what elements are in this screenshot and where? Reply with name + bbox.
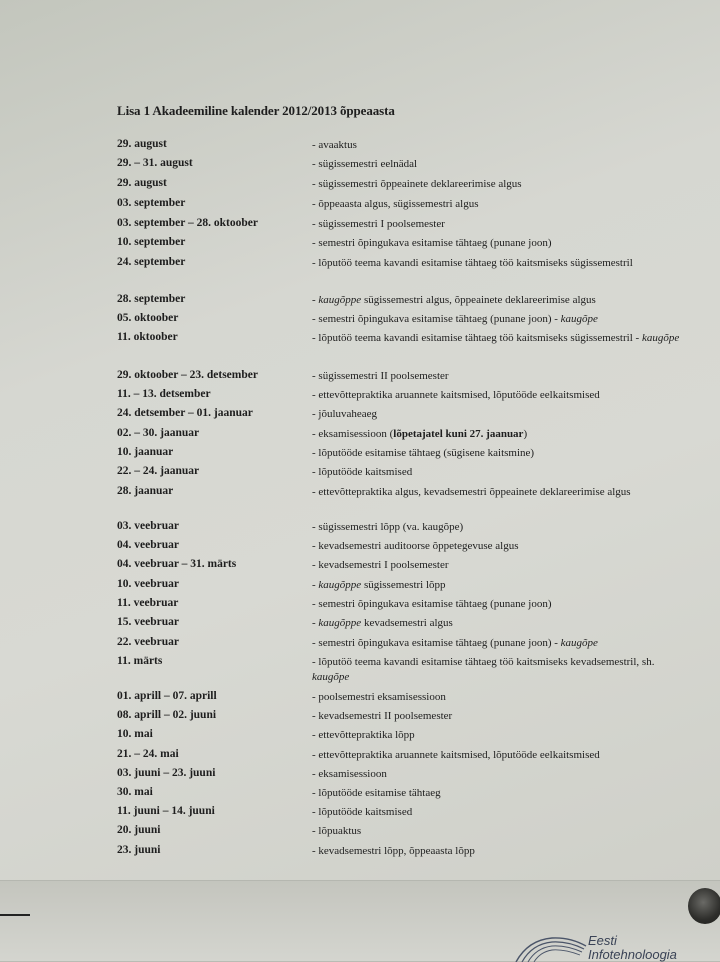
event-text: - semestri õpingukava esitamise tähtaeg (punane joon) - xyxy=(312,637,561,649)
row-date: 28. september xyxy=(117,293,186,305)
event-text: sügissemestri algus, õppeainete deklareerimise algus xyxy=(361,294,596,306)
event-text: - semestri õpingukava esitamise tähtaeg (punane joon) xyxy=(312,237,552,249)
row-event xyxy=(312,177,687,192)
event-text: - lõputöö teema kavandi esitamise tähtaeg töö kaitsmiseks kevadsemestril, sh. xyxy=(312,656,655,668)
row-event xyxy=(312,767,687,782)
event-italic-tail: kaugõpe xyxy=(560,637,598,649)
row-date: 28. jaanuar xyxy=(117,485,174,497)
row-event xyxy=(312,844,687,859)
event-text: - õppeaasta algus, sügissemestri algus xyxy=(312,198,479,210)
row-date: 29. oktoober – 23. detsember xyxy=(117,369,258,381)
event-after: ) xyxy=(523,428,528,440)
row-date: 22. – 24. jaanuar xyxy=(117,465,200,477)
row-date: 04. veebruar – 31. märts xyxy=(117,558,237,570)
event-text: - lõputööde esitamise tähtaeg xyxy=(312,787,441,799)
row-event xyxy=(312,578,687,593)
row-date: 11. juuni – 14. juuni xyxy=(117,805,215,817)
row-date: 10. september xyxy=(117,236,186,248)
row-date: 22. veebruar xyxy=(117,636,179,648)
row-date: 11. veebruar xyxy=(117,597,179,609)
event-text: - ettevõttepraktika aruannete kaitsmised, lõputööde eelkaitsmised xyxy=(312,749,600,761)
row-event xyxy=(312,465,687,480)
row-event xyxy=(312,485,687,500)
event-text: - sügissemestri II poolsemester xyxy=(312,370,449,382)
row-date: 05. oktoober xyxy=(117,312,179,324)
event-text: - kevadsemestri auditoorse õppetegevuse algus xyxy=(312,540,519,552)
row-event xyxy=(312,636,687,651)
row-event xyxy=(312,728,687,743)
row-date: 29. august xyxy=(117,177,167,189)
row-event xyxy=(312,805,687,820)
event-text: - avaaktus xyxy=(312,139,357,151)
event-text: - sügissemestri lõpp (va. kaugõpe) xyxy=(312,521,464,533)
event-bold: lõpetajatel kuni 27. jaanuar xyxy=(393,428,524,440)
event-text: - kevadsemestri lõpp, õppeaasta lõpp xyxy=(312,845,475,857)
row-date: 03. veebruar xyxy=(117,520,179,532)
row-date: 29. august xyxy=(117,138,167,150)
event-text: - lõputöö teema kavandi esitamise tähtaeg töö kaitsmiseks sügissemestril xyxy=(312,257,633,269)
event-text: - kevadsemestri II poolsemester xyxy=(312,710,453,722)
row-date: 21. – 24. mai xyxy=(117,748,179,760)
event-text: - semestri õpingukava esitamise tähtaeg (punane joon) xyxy=(312,598,552,610)
row-date: 03. september xyxy=(117,197,186,209)
row-event xyxy=(312,312,687,327)
event-text: - ettevõttepraktika lõpp xyxy=(312,729,415,741)
row-event xyxy=(312,709,687,724)
row-event xyxy=(312,138,687,153)
event-text: - sügissemestri I poolsemester xyxy=(312,218,445,230)
event-italic-tail: kaugõpe xyxy=(312,671,350,683)
event-italic-tail: kaugõpe xyxy=(641,332,680,344)
event-text: - eksamisessioon ( xyxy=(312,428,394,440)
event-text: - kevadsemestri I poolsemester xyxy=(312,559,449,571)
row-event xyxy=(312,520,687,535)
event-text: kevadsemestri algus xyxy=(361,617,453,629)
row-event xyxy=(312,539,687,554)
document-title: Lisa 1 Akadeemiline kalender 2012/2013 õppeaasta xyxy=(117,103,395,118)
row-event xyxy=(312,824,687,839)
event-text: - ettevõttepraktika algus, kevadsemestri õppeainete deklareerimise algus xyxy=(312,486,631,498)
row-date: 30. mai xyxy=(117,786,153,798)
event-text: - poolsemestri eksamisessioon xyxy=(312,691,446,703)
row-event xyxy=(312,558,687,573)
row-date: 01. aprill – 07. aprill xyxy=(117,690,217,702)
event-text: - lõputööde kaitsmised xyxy=(312,806,413,818)
row-event xyxy=(312,427,687,442)
event-text: - lõputööde kaitsmised xyxy=(312,466,413,478)
event-text: sügissemestri lõpp xyxy=(361,579,446,591)
event-text: - sügissemestri õppeainete deklareerimise algus xyxy=(312,178,522,190)
event-text: - lõputöö teema kavandi esitamise tähtaeg töö kaitsmiseks sügissemestril - xyxy=(312,332,642,344)
row-event xyxy=(312,217,687,232)
row-date: 11. – 13. detsember xyxy=(117,388,211,400)
row-event xyxy=(312,293,687,308)
row-date: 03. juuni – 23. juuni xyxy=(117,767,216,779)
row-event xyxy=(312,197,687,212)
row-date: 02. – 30. jaanuar xyxy=(117,427,200,439)
row-date: 11. märts xyxy=(117,655,163,667)
row-date: 03. september – 28. oktoober xyxy=(117,217,258,229)
row-date: 15. veebruar xyxy=(117,616,179,628)
event-text: - eksamisessioon xyxy=(312,768,387,780)
row-date: 10. jaanuar xyxy=(117,446,174,458)
logo-line1: Eesti xyxy=(588,933,617,948)
row-event xyxy=(312,157,687,172)
pin-knob xyxy=(688,888,720,924)
row-date: 23. juuni xyxy=(117,844,161,856)
event-text: - sügissemestri eelnädal xyxy=(312,158,418,170)
row-event xyxy=(312,786,687,801)
event-text: - lõputööde esitamise tähtaeg (sügisene kaitsmine) xyxy=(312,447,535,459)
logo-line2: Infotehnoloogia xyxy=(588,947,677,962)
row-event xyxy=(312,256,687,271)
row-date: 20. juuni xyxy=(117,824,161,836)
row-event xyxy=(312,446,687,461)
row-date: 08. aprill – 02. juuni xyxy=(117,709,217,721)
event-text: - ettevõttepraktika aruannete kaitsmised, lõputööde eelkaitsmised xyxy=(312,389,600,401)
row-event xyxy=(312,748,687,763)
event-text: - jõuluvaheaeg xyxy=(312,408,378,420)
row-event xyxy=(312,690,687,705)
row-date: 11. oktoober xyxy=(117,331,178,343)
row-event xyxy=(312,331,687,346)
row-date: 10. mai xyxy=(117,728,153,740)
row-event xyxy=(312,407,687,422)
row-event xyxy=(312,597,687,612)
event-italic-prefix: - kaugõppe xyxy=(312,579,362,591)
row-date: 24. detsember – 01. jaanuar xyxy=(117,407,253,419)
row-date: 24. september xyxy=(117,256,186,268)
row-event xyxy=(312,616,687,631)
event-italic-prefix: - kaugõppe xyxy=(312,294,362,306)
row-date: 10. veebruar xyxy=(117,578,179,590)
row-event xyxy=(312,655,687,685)
row-event xyxy=(312,388,687,403)
row-event xyxy=(312,236,687,251)
row-date: 29. – 31. august xyxy=(117,157,193,169)
logo-swoosh-icon xyxy=(508,932,588,962)
event-italic-prefix: - kaugõppe xyxy=(312,617,362,629)
row-event xyxy=(312,369,687,384)
dash-mark xyxy=(0,914,30,916)
event-text: - lõpuaktus xyxy=(312,825,362,837)
event-italic-tail: kaugõpe xyxy=(560,313,598,325)
row-date: 04. veebruar xyxy=(117,539,179,551)
event-text: - semestri õpingukava esitamise tähtaeg (punane joon) - xyxy=(312,313,561,325)
logo-text xyxy=(588,934,677,962)
